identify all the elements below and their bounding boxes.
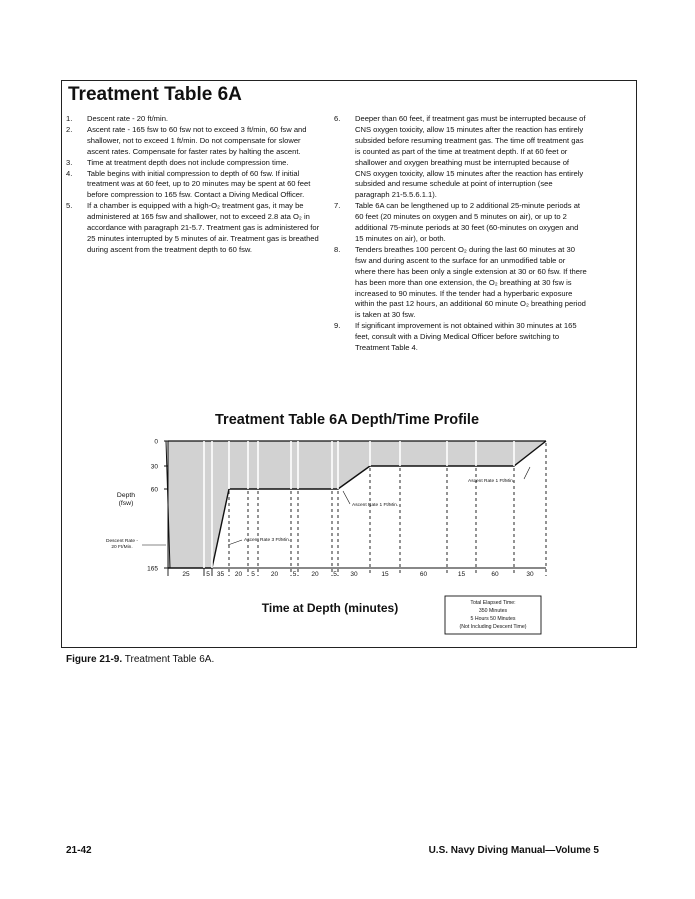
note-item <box>66 201 322 256</box>
segment-minutes-label: 20 <box>270 571 279 578</box>
note-number: 8. <box>334 244 341 254</box>
note-item <box>334 201 587 245</box>
segment-minutes-label: 30 <box>350 571 358 578</box>
segment-minutes-label: 35 <box>216 571 225 578</box>
note-number: 7. <box>334 201 341 211</box>
note-number: 9. <box>334 321 341 331</box>
note-number: 4. <box>66 168 73 178</box>
note-number: 6. <box>334 114 341 123</box>
note-item <box>66 169 322 202</box>
segment-minutes-label: 30 <box>526 571 534 578</box>
note-text: Ascent rate - 165 fsw to 60 fsw not to exceed 3 ft/min, 60 fsw and shallower, not to exceed 1 ft/min. Do not compensate for slower ascent rates. Compensate for faster rates by halting the ascent. <box>87 124 307 156</box>
note-item <box>66 114 322 125</box>
note-text: If significant improvement is not obtained within 30 minutes at 165 feet, consult with a Diving Medical Officer before switching to Treatment Table 4. <box>355 321 577 353</box>
segment-minutes-label: 5 <box>333 571 337 578</box>
page-title: Treatment Table 6A <box>68 84 242 105</box>
y-axis-label: Depth <box>116 492 136 499</box>
segment-minutes-label: 5 <box>206 571 210 578</box>
ascent1-leader-right <box>524 467 530 479</box>
total-elapsed-value: 350 Minutes <box>478 608 508 614</box>
ascent3-leader <box>228 540 242 545</box>
ascent1-leader <box>343 491 350 504</box>
note-number: 3. <box>66 157 73 167</box>
segment-minutes-label: 20 <box>311 571 319 578</box>
y-tick-label: 0 <box>154 438 158 446</box>
total-elapsed-label: Total Elapsed Time: <box>470 600 516 606</box>
y-axis-label: (fsw) <box>118 500 134 507</box>
figure-caption-text: Treatment Table 6A. <box>124 654 215 665</box>
total-elapsed-hours: 5 Hours 50 Minutes <box>470 616 516 622</box>
note-text: Table begins with initial compression to depth of 60 fsw. If initial treatment was at 60 feet, up to 20 minutes may be spent at 60 feet before compression to 165 fsw. Contact a Diving Medical Officer. <box>87 168 311 200</box>
ascent-rate-1-label: Ascent Rate 1 Ft/Min. <box>352 503 399 508</box>
ascent-rate-1-label: Ascent Rate 1 Ft/Min. <box>468 479 515 484</box>
page-number: 21-42 <box>66 845 92 856</box>
x-axis-label: Time at Depth (minutes) <box>261 601 399 615</box>
note-item <box>334 245 587 321</box>
note-number: 5. <box>66 201 73 211</box>
ascent-rate-3-label: Ascent Rate 3 Ft/Min. <box>244 538 291 543</box>
note-text: Tenders breathes 100 percent O₂ during the last 60 minutes at 30 fsw and during ascent to the surface for an unmodified table or where there has been only a single extension at 30 or 60 fsw. If there has been more than one extension, the O₂ breathing at 30 fsw is increased to 90 minutes. If the tender had a hyperbaric exposure within the past 12 hours, an additional 60 minute O₂ breathing period is taken at 30 fsw. <box>355 244 587 320</box>
segment-minutes-label: 25 <box>182 571 190 578</box>
total-elapsed-note: (Not Including Descent Time) <box>459 624 527 630</box>
note-text: Table 6A can be lengthened up to 2 additional 25-minute periods at 60 feet (20 minutes on oxygen and 5 minutes on air), or up to 2 additional 75-minute periods at 30 feet (60-minutes on oxygen and 15 minutes on air), or both. <box>355 201 581 243</box>
note-number: 2. <box>66 124 73 134</box>
figure-number: Figure 21-9. <box>66 654 123 665</box>
notes-right-column <box>334 114 587 354</box>
note-text: Deeper than 60 feet, if treatment gas must be interrupted because of CNS oxygen toxicity, allow 15 minutes after the reaction has entirely subsided before resuming treatment gas. The time off treatment gas is counted as part of the time at treatment depth. If at 60 feet or shallower and oxygen breathing must be interrupted because of CNS oxygen toxicity, allow 15 minutes after the reaction has entirely subsided and resume schedule at point of interruption (see paragraph 21-5.5.6.1.1). <box>355 114 586 200</box>
note-item <box>66 125 322 158</box>
chart-title: Treatment Table 6A Depth/Time Profile <box>215 412 480 428</box>
note-number: 1. <box>66 114 73 123</box>
segment-minutes-label: 5 <box>251 571 255 578</box>
segment-minutes-label: 15 <box>457 571 466 578</box>
note-item <box>334 321 587 354</box>
descent-rate-label: 20 Ft/Min. <box>111 545 133 550</box>
segment-minutes-label: 60 <box>491 571 499 578</box>
segment-minutes-label: 5 <box>292 571 297 578</box>
descent-rate-label: Descent Rate - <box>106 539 138 544</box>
note-text: Descent rate - 20 ft/min. <box>87 114 169 123</box>
note-item <box>334 114 587 201</box>
y-tick-label: 30 <box>150 463 158 471</box>
note-text: Time at treatment depth does not include compression time. <box>87 157 289 167</box>
y-tick-label: 165 <box>147 565 158 573</box>
manual-title: U.S. Navy Diving Manual—Volume 5 <box>428 845 599 856</box>
note-text: If a chamber is equipped with a high-O₂ treatment gas, it may be administered at 165 fsw and shallower, not to exceed 2.8 ata O₂ in accordance with paragraph 21-5.7. Treatment gas is administered for 25 minutes interrupted by 5 minutes of air. Treatment gas is breathed during ascent from the treatment depth to 60 fsw. <box>87 201 320 254</box>
y-tick-label: 60 <box>150 486 158 494</box>
segment-minutes-label: 20 <box>234 571 243 578</box>
notes-left-column <box>66 114 322 256</box>
depth-time-chart <box>100 405 560 640</box>
segment-minutes-label: 15 <box>381 571 389 578</box>
figure-caption <box>66 654 214 665</box>
segment-minutes-label: 60 <box>419 571 428 578</box>
note-item <box>66 158 322 169</box>
